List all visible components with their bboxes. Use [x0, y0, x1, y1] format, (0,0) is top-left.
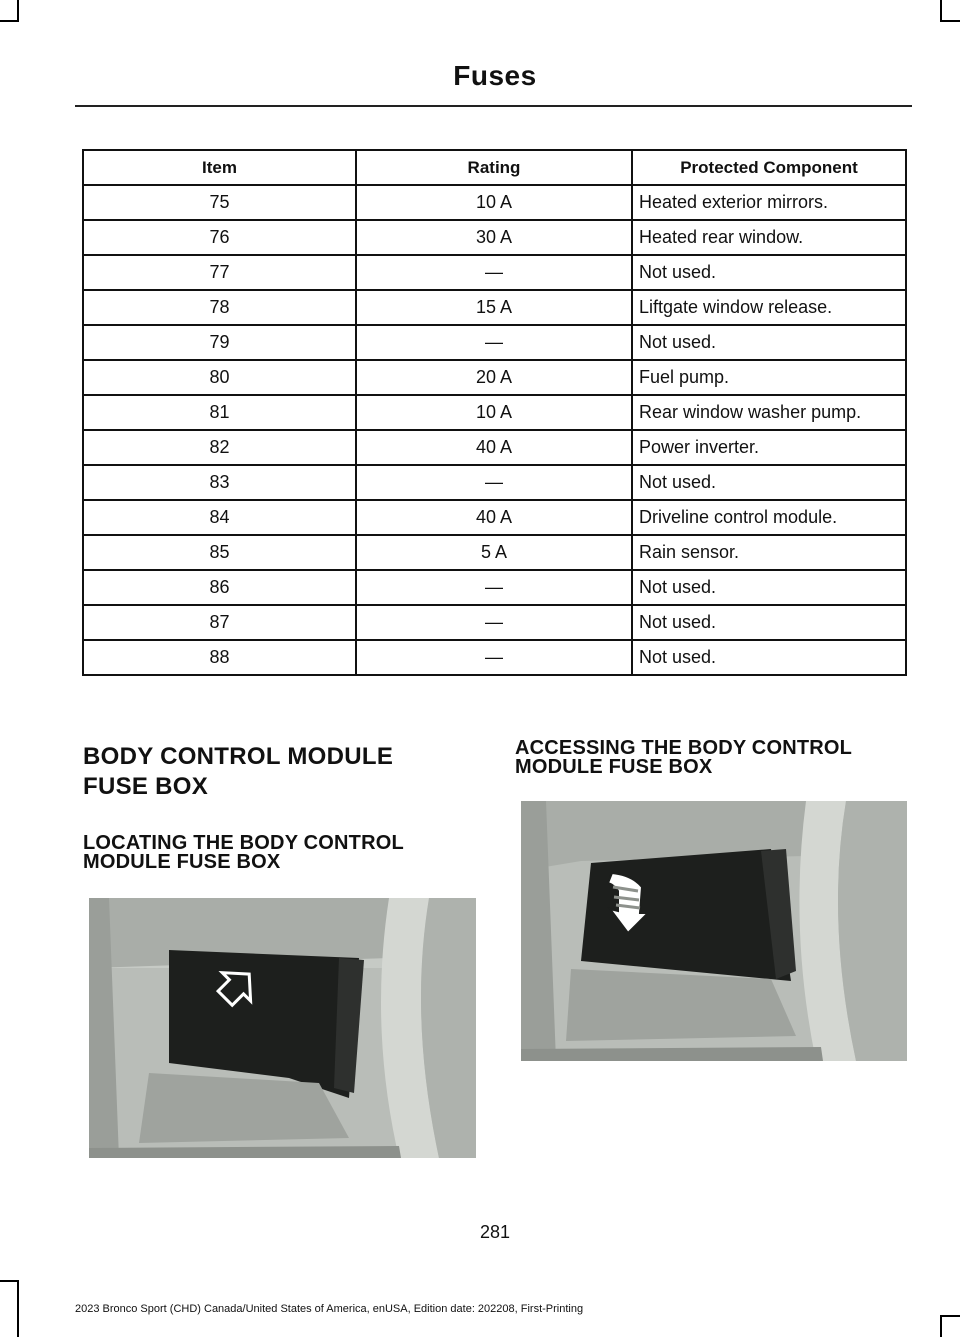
locating-heading-line2: MODULE FUSE BOX [83, 851, 281, 873]
column-header-protected-component: Protected Component [632, 150, 906, 185]
accessing-heading-line2: MODULE FUSE BOX [515, 756, 713, 778]
crop-mark [0, 20, 19, 22]
rating-cell: — [356, 465, 632, 500]
footer-edition-text: 2023 Bronco Sport (CHD) Canada/United States of America, enUSA, Edition date: 202208, First-Printing [75, 1303, 584, 1315]
crop-mark [17, 1280, 19, 1337]
protected-component-cell: Not used. [632, 325, 906, 360]
item-cell: 78 [83, 290, 356, 325]
rating-cell: 30 A [356, 220, 632, 255]
crop-mark [940, 20, 960, 22]
rating-cell: 20 A [356, 360, 632, 395]
protected-component-cell: Heated rear window. [632, 220, 906, 255]
rating-cell: 5 A [356, 535, 632, 570]
rating-cell: — [356, 605, 632, 640]
crop-mark [940, 1315, 960, 1317]
table-row [83, 255, 906, 290]
table-row [83, 535, 906, 570]
rating-cell: 10 A [356, 185, 632, 220]
table-row [83, 500, 906, 535]
rating-cell: 15 A [356, 290, 632, 325]
item-cell: 85 [83, 535, 356, 570]
crop-mark [17, 0, 19, 22]
item-cell: 79 [83, 325, 356, 360]
page-title: Fuses [453, 60, 537, 91]
accessing-fuse-box-illustration [521, 801, 907, 1061]
protected-component-cell: Not used. [632, 605, 906, 640]
item-cell: 87 [83, 605, 356, 640]
protected-component-cell: Not used. [632, 465, 906, 500]
protected-component-cell: Not used. [632, 255, 906, 290]
protected-component-cell: Rain sensor. [632, 535, 906, 570]
crop-mark [940, 1315, 942, 1337]
rating-cell: — [356, 325, 632, 360]
protected-component-cell: Power inverter. [632, 430, 906, 465]
rating-cell: 10 A [356, 395, 632, 430]
protected-component-cell: Driveline control module. [632, 500, 906, 535]
table-row [83, 360, 906, 395]
rating-cell: 40 A [356, 500, 632, 535]
item-cell: 75 [83, 185, 356, 220]
section-title-line2: FUSE BOX [83, 773, 209, 800]
table-row [83, 465, 906, 500]
column-header-item: Item [83, 150, 356, 185]
item-cell: 80 [83, 360, 356, 395]
table-header-row [83, 150, 906, 185]
accessing-heading-line1: ACCESSING THE BODY CONTROL [515, 737, 853, 759]
locating-fuse-box-illustration [89, 898, 476, 1158]
protected-component-cell: Fuel pump. [632, 360, 906, 395]
header-divider [75, 105, 912, 107]
locating-heading-line1: LOCATING THE BODY CONTROL [83, 832, 404, 854]
item-cell: 83 [83, 465, 356, 500]
table-row [83, 430, 906, 465]
protected-component-cell: Rear window washer pump. [632, 395, 906, 430]
protected-component-cell: Heated exterior mirrors. [632, 185, 906, 220]
table-row [83, 640, 906, 675]
crop-mark [0, 1280, 19, 1282]
item-cell: 77 [83, 255, 356, 290]
item-cell: 81 [83, 395, 356, 430]
item-cell: 76 [83, 220, 356, 255]
table-row [83, 605, 906, 640]
protected-component-cell: Not used. [632, 640, 906, 675]
item-cell: 88 [83, 640, 356, 675]
table-row [83, 395, 906, 430]
item-cell: 82 [83, 430, 356, 465]
protected-component-cell: Liftgate window release. [632, 290, 906, 325]
crop-mark [940, 0, 942, 22]
section-title-line1: BODY CONTROL MODULE [83, 743, 394, 770]
item-cell: 84 [83, 500, 356, 535]
protected-component-cell: Not used. [632, 570, 906, 605]
table-row [83, 290, 906, 325]
column-header-rating: Rating [356, 150, 632, 185]
item-cell: 86 [83, 570, 356, 605]
table-row [83, 570, 906, 605]
rating-cell: — [356, 640, 632, 675]
page-number: 281 [479, 1222, 511, 1242]
table-row [83, 325, 906, 360]
table-row [83, 185, 906, 220]
table-row [83, 220, 906, 255]
rating-cell: — [356, 570, 632, 605]
rating-cell: 40 A [356, 430, 632, 465]
fuse-table [82, 149, 907, 676]
rating-cell: — [356, 255, 632, 290]
